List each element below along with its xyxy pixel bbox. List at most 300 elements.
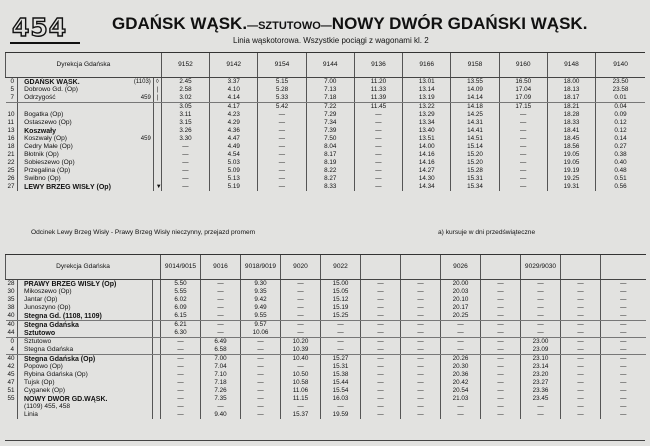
time-cell: 23.58 [596,86,645,94]
time-cell: 5.33 [258,94,306,103]
station-row [6,338,646,347]
direction-mark: | [153,86,161,94]
direction-mark [153,411,161,419]
direction-mark [153,135,161,143]
time-cell: — [161,159,209,167]
km-value: 26 [7,175,15,182]
train-number: 9022 [321,255,361,280]
time-cell: — [354,111,402,119]
time-cell: — [321,403,361,411]
train-number: 9144 [306,53,354,78]
km-value: 27 [7,183,15,190]
station-name: Tujsk (Op) [18,379,153,387]
time-cell: — [521,296,561,304]
km-value: 38 [7,304,15,311]
time-cell: 9.55 [241,312,281,321]
time-cell: 13.55 [451,78,499,87]
time-cell: — [401,411,441,419]
time-cell: 5.19 [210,183,258,191]
time-cell: — [281,280,321,289]
station-name [18,151,154,159]
time-cell: — [281,329,321,338]
time-cell: — [601,304,646,312]
train-number: 9020 [281,255,321,280]
time-cell: — [321,346,361,355]
time-cell: — [241,403,281,411]
direction-mark [153,363,161,371]
time-cell: 7.18 [306,94,354,103]
time-cell: — [161,183,209,191]
time-cell: 13.14 [403,86,451,94]
km-value: 35 [7,296,15,303]
table-number: 454 [12,13,68,42]
time-cell: 11.20 [354,78,402,87]
station-name: Linia [18,411,153,419]
time-cell: — [201,288,241,296]
time-cell: 19.05 [547,151,595,159]
direction-mark: ◊ [153,78,161,87]
time-cell: — [161,411,201,419]
km-value: 44 [6,329,18,338]
train-number: 9166 [403,53,451,78]
time-cell: 6.49 [201,338,241,347]
time-cell: — [499,135,547,143]
time-cell: — [321,321,361,330]
time-cell: — [361,363,401,371]
time-cell: — [161,395,201,403]
time-cell: — [601,288,646,296]
train-number: 9154 [258,53,306,78]
station-label: Bogatka (Op) [24,111,64,118]
time-cell: 7.35 [201,395,241,403]
time-cell: — [354,119,402,127]
time-cell: — [321,329,361,338]
station-name [18,167,154,175]
timetable-section-2 [5,254,646,419]
time-cell: 6.58 [201,346,241,355]
time-cell: 7.18 [201,379,241,387]
station-label: GDAŃSK WĄSK. [24,78,80,86]
time-cell: 14.51 [451,135,499,143]
time-cell: — [258,143,306,151]
time-cell: 8.33 [306,183,354,191]
time-cell: — [161,379,201,387]
station-row [6,86,646,94]
time-cell: — [521,312,561,321]
time-cell: — [161,167,209,175]
time-cell: 5.50 [161,280,201,289]
connection-ref: 459 [140,135,151,142]
station-row [6,321,646,330]
time-cell: — [481,355,521,364]
time-cell: 17.15 [499,103,547,112]
time-cell: — [161,355,201,364]
time-cell: 10.58 [281,379,321,387]
time-cell: 0.09 [596,111,645,119]
time-cell: 15.31 [451,175,499,183]
time-cell: — [361,379,401,387]
time-cell: 14.16 [403,159,451,167]
time-cell: — [481,403,521,411]
time-cell: — [481,387,521,395]
time-cell: — [161,371,201,379]
km-value: 40 [7,320,15,328]
time-cell: — [401,304,441,312]
station-name: Stegna Gdańska [18,321,153,330]
time-cell: 2.45 [161,78,209,87]
km-value: 7 [6,94,18,103]
direction-mark [153,304,161,312]
time-cell: 0.48 [596,167,645,175]
time-cell: 18.13 [547,86,595,94]
km-value: 0 [10,77,15,85]
time-cell: — [361,338,401,347]
time-cell: 13.22 [403,103,451,112]
time-cell: — [561,371,601,379]
time-cell: 18.45 [547,135,595,143]
time-cell: — [241,363,281,371]
station-row [6,395,646,403]
time-cell: — [499,175,547,183]
time-cell: 23.10 [521,355,561,364]
time-cell: 0.14 [596,135,645,143]
timetable-header [0,0,650,48]
time-cell: 23.09 [521,346,561,355]
time-cell: — [521,304,561,312]
station-row [6,175,646,183]
time-cell: — [361,387,401,395]
time-cell: 15.37 [281,411,321,419]
time-cell: — [401,321,441,330]
direction-mark [153,111,161,119]
time-cell: — [401,346,441,355]
time-cell: 0.12 [596,127,645,135]
station-row [6,304,646,312]
station-row [6,312,646,321]
time-cell: — [258,151,306,159]
time-cell: — [281,363,321,371]
time-cell: — [499,111,547,119]
time-cell: — [441,411,481,419]
time-cell: — [161,387,201,395]
time-cell: — [561,280,601,289]
time-cell: 23.20 [521,371,561,379]
train-number: 9029/9030 [521,255,561,280]
station-label: LEWY BRZEG WISŁY (Op) [24,183,111,191]
route-subtitle: Linia wąskotorowa. Wszystkie pociągi z wagonami kl. 2 [233,36,429,45]
time-cell: — [601,379,646,387]
time-cell: — [354,183,402,191]
time-cell: — [201,312,241,321]
time-cell: 9.40 [201,411,241,419]
station-name: Sztutowo [18,329,153,338]
station-name [18,183,154,191]
time-cell: 20.54 [441,387,481,395]
station-row [6,363,646,371]
time-cell: — [361,280,401,289]
time-cell: — [601,371,646,379]
km-value: 21 [7,151,15,158]
time-cell: — [601,312,646,321]
time-cell: 15.54 [321,387,361,395]
station-name [18,119,154,127]
time-cell: 9.57 [241,321,281,330]
train-number [561,255,601,280]
direction-mark [153,395,161,403]
time-cell: — [499,167,547,175]
time-cell: — [481,395,521,403]
time-cell: 9.42 [241,296,281,304]
direction-mark [153,329,161,338]
station-row [6,280,646,289]
time-cell: — [481,411,521,419]
train-number [601,255,646,280]
time-cell: — [258,119,306,127]
time-cell: — [601,403,646,411]
time-cell: — [401,363,441,371]
km-value: 18 [7,143,15,150]
time-cell: — [481,346,521,355]
time-cell: — [481,280,521,289]
time-cell: — [561,321,601,330]
time-cell: — [258,183,306,191]
station-row [6,143,646,151]
time-cell: — [561,355,601,364]
time-cell: — [401,288,441,296]
time-cell: 7.22 [306,103,354,112]
time-cell: 15.12 [321,296,361,304]
station-name: Stegna Gdańska (Op) [18,355,153,364]
time-cell: 23.27 [521,379,561,387]
time-cell: 18.21 [547,103,595,112]
time-cell: — [481,338,521,347]
station-name [18,86,154,94]
time-cell: — [354,143,402,151]
station-label: Koszwały [24,127,56,135]
time-cell: — [401,280,441,289]
time-cell: 6.02 [161,296,201,304]
time-cell: 3.30 [161,135,209,143]
time-cell: 7.50 [306,135,354,143]
time-cell: 20.25 [441,312,481,321]
time-cell: — [361,346,401,355]
station-row [6,371,646,379]
time-cell: — [354,175,402,183]
time-cell: 14.34 [403,183,451,191]
direction-mark [153,288,161,296]
direction-mark [153,296,161,304]
time-cell: 17.04 [499,86,547,94]
time-cell: — [361,329,401,338]
time-cell: 4.17 [210,103,258,112]
time-cell: — [354,151,402,159]
time-cell: 0.01 [596,94,645,103]
time-cell: 3.11 [161,111,209,119]
time-cell: — [241,346,281,355]
km-value: 25 [7,167,15,174]
time-cell: — [481,329,521,338]
dyrekcja-label: Dyrekcja Gdańska [6,255,161,280]
direction-mark [153,403,161,411]
time-cell: — [281,304,321,312]
time-cell: 23.50 [596,78,645,87]
time-cell: — [354,127,402,135]
time-cell: 15.14 [451,143,499,151]
time-cell: — [361,403,401,411]
time-cell: — [161,143,209,151]
km-value: 16 [7,135,15,142]
time-cell: 13.19 [403,94,451,103]
time-cell: — [561,363,601,371]
time-cell: — [241,355,281,364]
time-cell: 8.22 [306,167,354,175]
time-cell: 3.26 [161,127,209,135]
time-cell: — [401,387,441,395]
km-value: 4 [6,346,18,355]
time-cell: 23.14 [521,363,561,371]
time-cell: 3.37 [210,78,258,87]
km-value [6,403,18,411]
station-name: Junoszyno (Op) [18,304,153,312]
time-cell: 5.42 [258,103,306,112]
direction-mark [153,379,161,387]
km-value: 22 [7,159,15,166]
time-cell: 8.19 [306,159,354,167]
time-cell: 18.41 [547,127,595,135]
train-number: 9140 [596,53,645,78]
time-cell: — [521,403,561,411]
direction-mark [153,280,161,289]
time-cell: 13.40 [403,127,451,135]
time-cell: — [481,363,521,371]
time-cell: 15.34 [451,183,499,191]
direction-mark [153,143,161,151]
time-cell: 13.01 [403,78,451,87]
time-cell: — [241,411,281,419]
direction-mark [153,338,161,347]
time-cell: — [441,329,481,338]
time-cell: 18.56 [547,143,595,151]
time-cell: 23.45 [521,395,561,403]
station-row [6,346,646,355]
station-row [6,411,646,419]
time-cell: 14.16 [403,151,451,159]
time-cell: 2.58 [161,86,209,94]
station-row [6,167,646,175]
km-value: 30 [7,288,15,295]
footnote: a) kursuje w dni przedświąteczne [438,229,536,236]
km-value: 0 [10,337,14,345]
connection-ref: 459 [140,94,151,101]
time-cell: — [481,312,521,321]
km-value: 28 [7,279,15,287]
time-cell: 6.15 [161,312,201,321]
time-cell: 6.09 [161,304,201,312]
time-cell: 7.39 [306,127,354,135]
time-cell: 0.12 [596,119,645,127]
time-cell: 20.30 [441,363,481,371]
table-number-underline [10,42,80,44]
station-row [6,127,646,135]
station-name [18,94,154,103]
time-cell: 7.00 [306,78,354,87]
station-name: (1109) 455, 458 [18,403,153,411]
station-name [18,127,154,135]
time-cell: — [561,379,601,387]
time-cell: — [361,411,401,419]
station-name [18,143,154,151]
direction-mark [153,151,161,159]
km-value: 11 [7,119,15,126]
dyrekcja-label: Dyrekcja Gdańska [6,53,162,78]
time-cell: — [201,304,241,312]
train-number: 9148 [547,53,595,78]
station-name [18,103,154,112]
time-cell: — [499,143,547,151]
time-cell: 18.33 [547,119,595,127]
station-name [18,111,154,119]
time-cell: — [201,403,241,411]
time-cell: — [601,329,646,338]
time-cell: — [281,288,321,296]
time-cell: — [361,371,401,379]
time-cell: 14.14 [451,94,499,103]
time-cell: — [201,321,241,330]
time-cell: 0.27 [596,143,645,151]
km-value: 10 [7,111,15,118]
time-cell: — [258,111,306,119]
time-cell: — [499,159,547,167]
time-cell: — [241,387,281,395]
station-label: Błotnik (Op) [24,151,59,158]
station-name: Stegna Gdańska [18,346,153,355]
time-cell: — [161,403,201,411]
time-cell: — [161,175,209,183]
time-cell: 0.04 [596,103,645,112]
km-value: 5 [10,86,15,93]
time-cell: — [241,379,281,387]
time-cell: — [401,355,441,364]
station-name: Jantar (Op) [18,296,153,304]
time-cell: — [561,296,601,304]
time-cell: 7.13 [306,86,354,94]
time-cell: 7.29 [306,111,354,119]
time-cell: — [521,280,561,289]
time-cell: — [441,321,481,330]
time-cell: 15.19 [321,304,361,312]
time-cell: — [241,371,281,379]
station-label: Odrzygość [24,94,56,101]
time-cell: — [258,135,306,143]
time-cell: 14.27 [403,167,451,175]
time-cell: — [561,312,601,321]
time-cell: — [521,329,561,338]
time-cell: — [354,159,402,167]
time-cell: — [201,280,241,289]
time-cell: — [481,371,521,379]
time-cell: 3.02 [161,94,209,103]
station-row [6,94,646,103]
train-number: 9014/9015 [161,255,201,280]
time-cell: 7.26 [201,387,241,395]
station-row [6,135,646,143]
time-cell: 15.20 [451,159,499,167]
time-cell: — [601,321,646,330]
station-name [18,135,154,143]
time-cell: 15.28 [451,167,499,175]
station-label: Przegalina (Op) [24,167,71,174]
station-name: Sztutowo [18,338,153,347]
